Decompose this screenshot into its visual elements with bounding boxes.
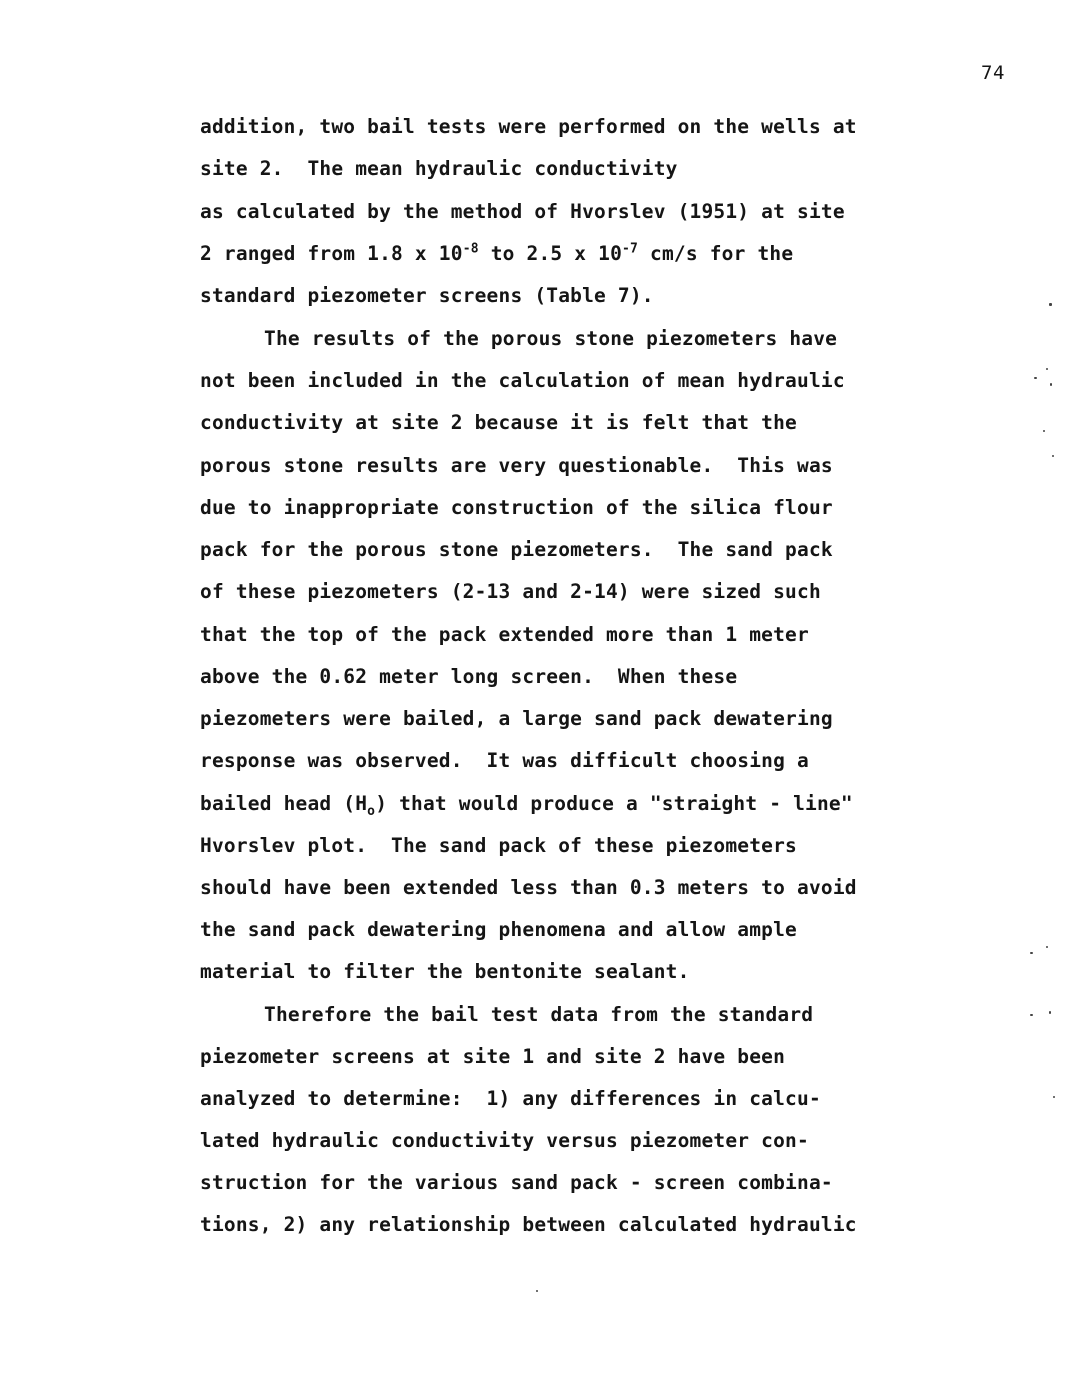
text-fragment: bailed head (H <box>200 792 368 815</box>
text-line: lated hydraulic conductivity versus piezometer con- <box>200 1129 809 1152</box>
text-fragment: 2 ranged from 1.8 x 10 <box>200 242 463 265</box>
text-line: Hvorslev plot. The sand pack of these piezometers <box>200 834 797 857</box>
text-line: should have been extended less than 0.3 meters to avoid <box>200 876 857 899</box>
scan-speck <box>1053 1096 1055 1098</box>
text-line: standard piezometer screens (Table 7). <box>200 284 654 307</box>
text-fragment: ) that would produce a "straight - line" <box>375 792 853 815</box>
superscript: -8 <box>462 241 479 257</box>
scan-speck <box>1046 368 1048 370</box>
scan-speck <box>1049 303 1052 306</box>
superscript: -7 <box>622 241 639 257</box>
scan-speck <box>1046 946 1048 948</box>
text-line: conductivity at site 2 because it is felt that the <box>200 411 797 434</box>
text-line: above the 0.62 meter long screen. When these <box>200 665 738 688</box>
scan-speck <box>1050 383 1052 386</box>
text-line: tions, 2) any relationship between calculated hydraulic <box>200 1213 857 1236</box>
text-line: that the top of the pack extended more than 1 meter <box>200 623 809 646</box>
text-line: the sand pack dewatering phenomena and allow ample <box>200 918 797 941</box>
text-line: material to filter the bentonite sealant. <box>200 960 690 983</box>
subscript: o <box>367 803 376 819</box>
page-number: 74 <box>981 62 1005 84</box>
scan-speck <box>1034 377 1037 379</box>
text-line: piezometers were bailed, a large sand pack dewatering <box>200 707 833 730</box>
text-line: response was observed. It was difficult choosing a <box>200 749 809 772</box>
text-line <box>200 242 793 266</box>
scan-speck <box>1030 952 1033 954</box>
scan-speck <box>1052 455 1054 457</box>
text-line: as calculated by the method of Hvorslev (1951) at site <box>200 200 845 223</box>
text-line <box>200 792 853 819</box>
text-line: addition, two bail tests were performed on the wells at <box>200 115 857 138</box>
text-line: struction for the various sand pack - screen combina- <box>200 1171 833 1194</box>
text-line: analyzed to determine: 1) any differences in calcu- <box>200 1087 821 1110</box>
text-line: due to inappropriate construction of the silica flour <box>200 496 833 519</box>
text-line: site 2. The mean hydraulic conductivity <box>200 157 678 180</box>
scan-speck <box>1043 430 1045 432</box>
text-line: of these piezometers (2-13 and 2-14) were sized such <box>200 580 821 603</box>
text-line: The results of the porous stone piezometers have <box>264 327 838 350</box>
scan-speck <box>1030 1014 1033 1016</box>
text-fragment: to 2.5 x 10 <box>478 242 623 265</box>
text-line: not been included in the calculation of mean hydraulic <box>200 369 845 392</box>
text-line: Therefore the bail test data from the standard <box>264 1003 814 1026</box>
scan-speck <box>536 1290 538 1292</box>
text-fragment: cm/s for the <box>638 242 794 265</box>
text-line: porous stone results are very questionable. This was <box>200 454 833 477</box>
scan-speck <box>1049 1011 1051 1014</box>
text-line: pack for the porous stone piezometers. The sand pack <box>200 538 833 561</box>
text-line: piezometer screens at site 1 and site 2 have been <box>200 1045 786 1068</box>
